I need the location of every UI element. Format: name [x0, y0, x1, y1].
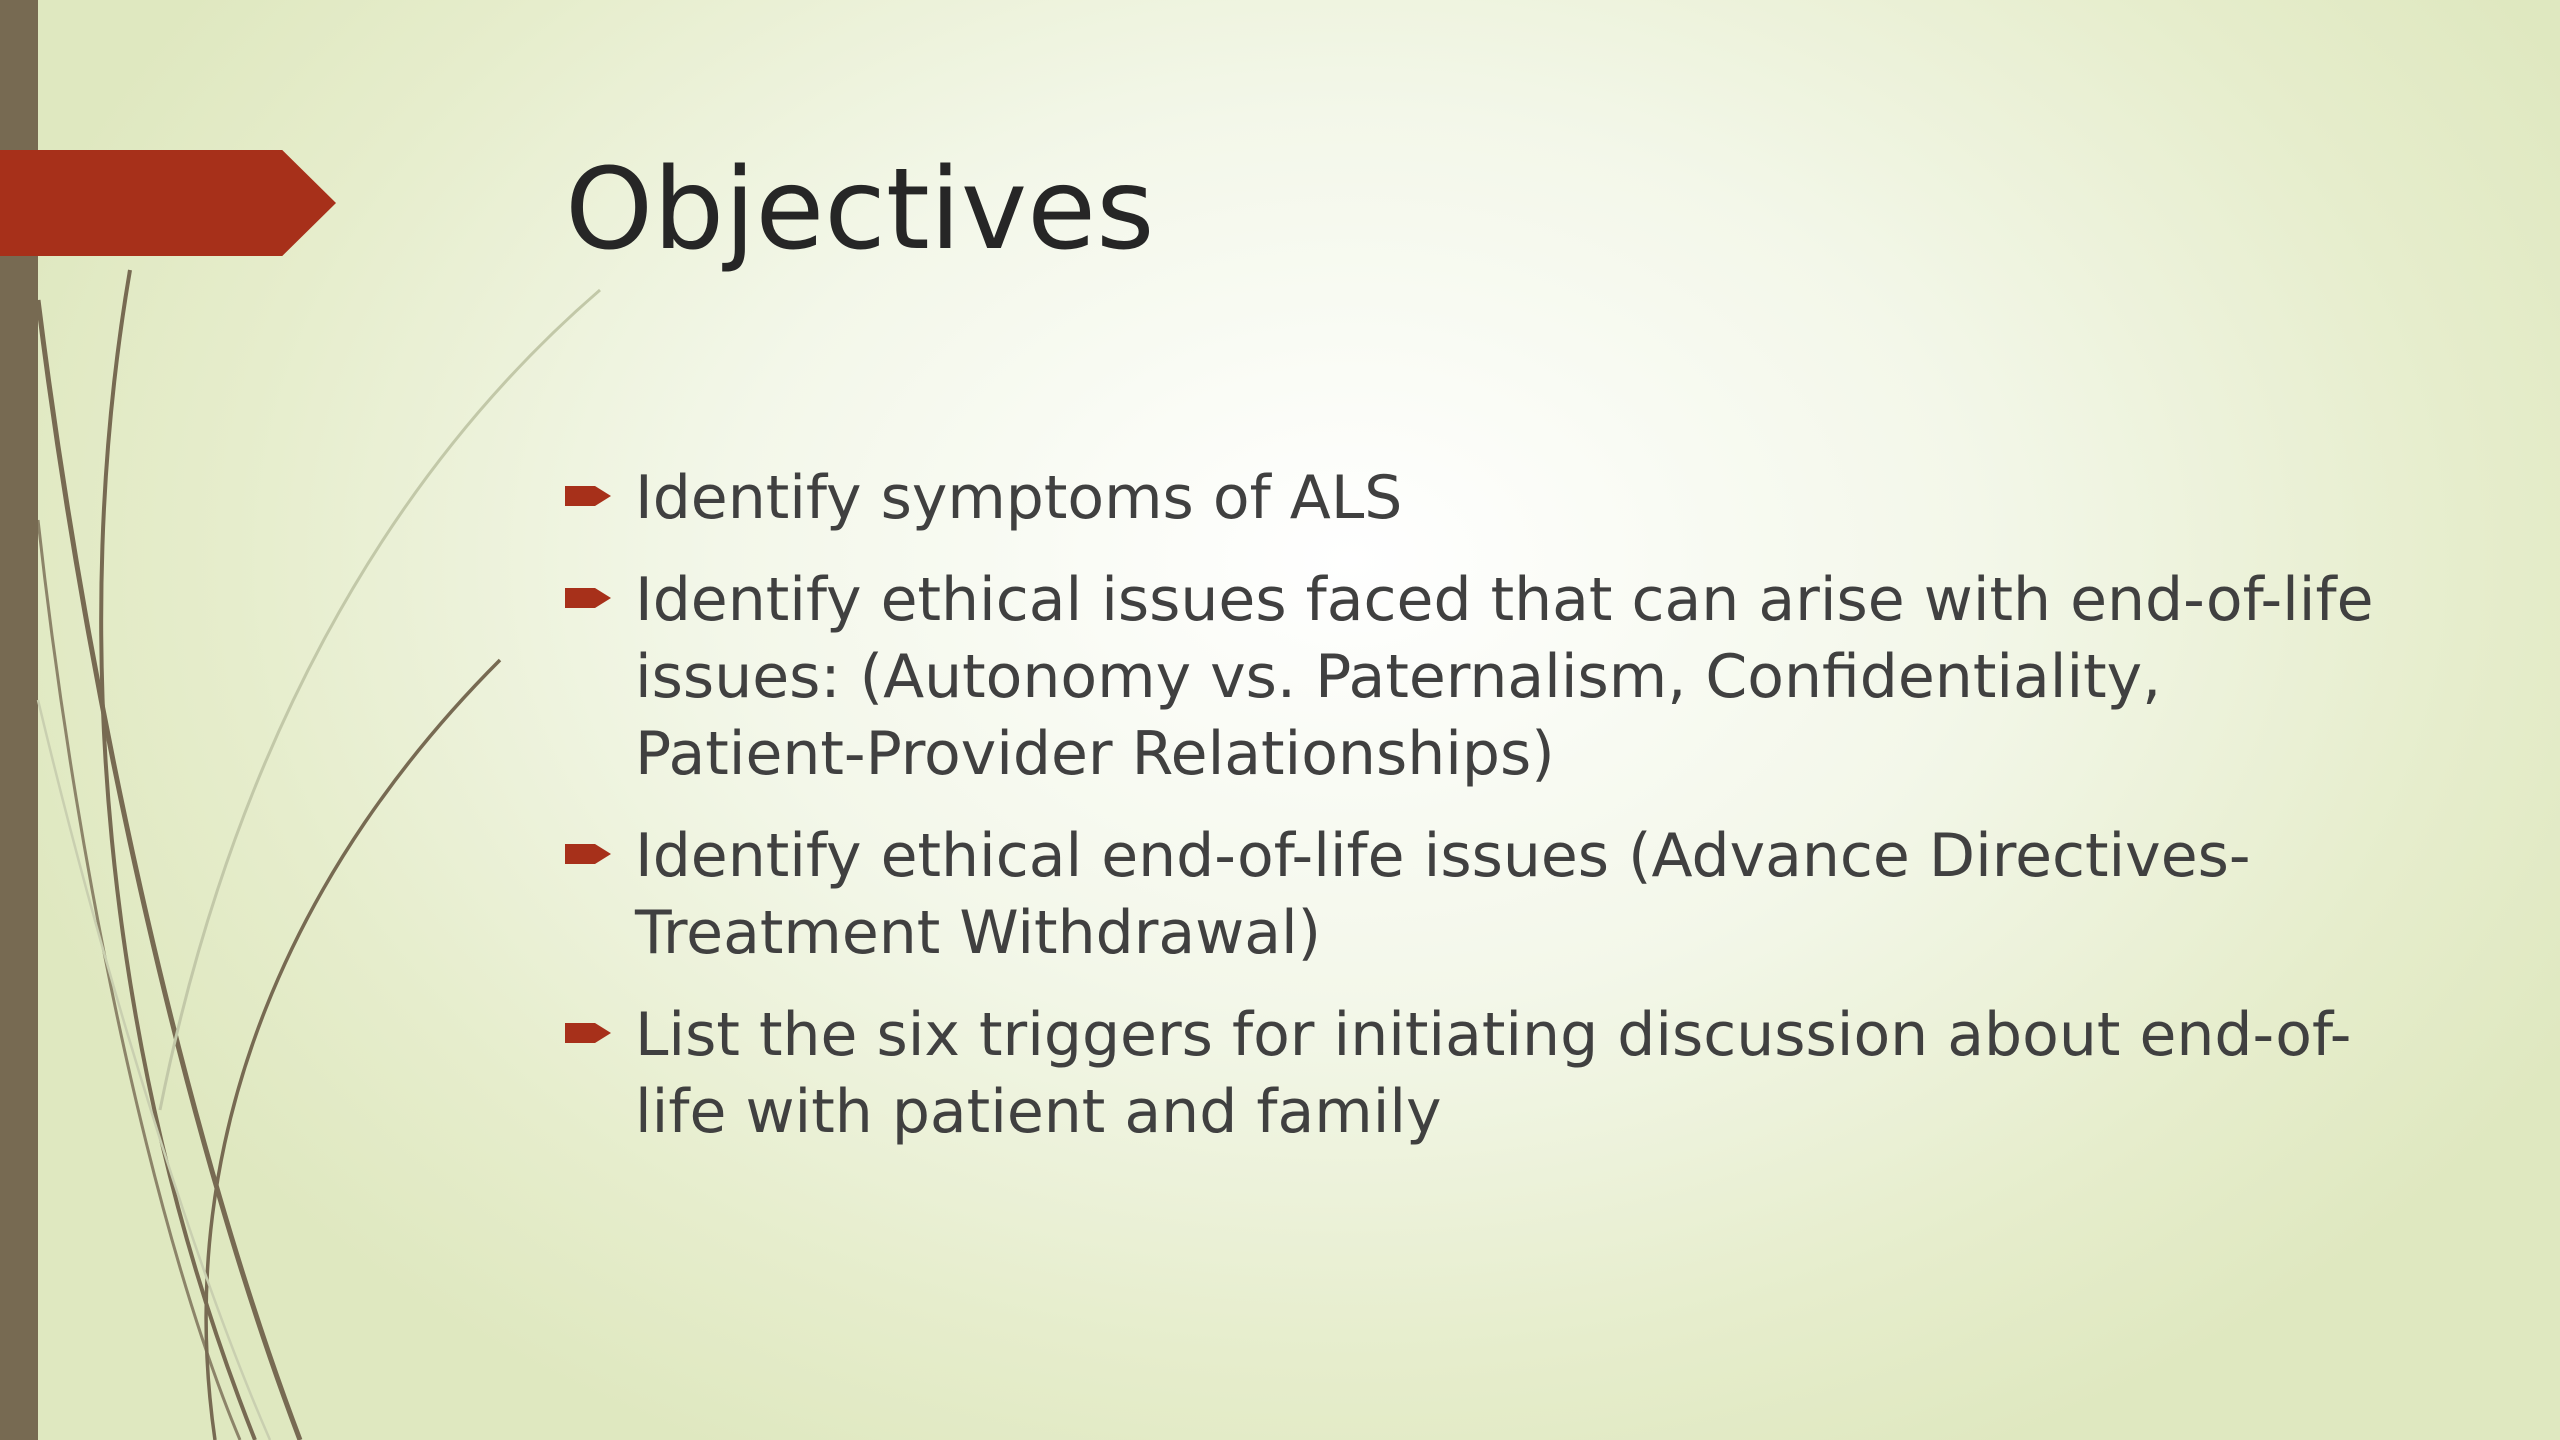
- slide-title: Objectives: [565, 145, 1155, 275]
- right-arrow-icon: [565, 583, 613, 613]
- bullet-text: Identify ethical end-of-life issues (Advance Directives-Treatment Withdrawal): [635, 821, 2251, 968]
- objectives-list: [565, 460, 2385, 1176]
- right-arrow-icon: [565, 839, 613, 869]
- right-arrow-icon: [565, 1018, 613, 1048]
- bullet-item: [565, 460, 2385, 537]
- bullet-text: Identify symptoms of ALS: [635, 463, 1403, 533]
- bullet-text: Identify ethical issues faced that can arise with end-of-life issues: (Autonomy vs. Paternalism, Confidentiality, Patient-Provider Relationships): [635, 565, 2374, 789]
- bullet-text: List the six triggers for initiating discussion about end-of-life with patient and family: [635, 1000, 2352, 1147]
- title-accent-tab: [0, 150, 336, 256]
- bullet-item: [565, 818, 2385, 972]
- bullet-item: [565, 562, 2385, 793]
- right-arrow-icon: [565, 481, 613, 511]
- bullet-item: [565, 997, 2385, 1151]
